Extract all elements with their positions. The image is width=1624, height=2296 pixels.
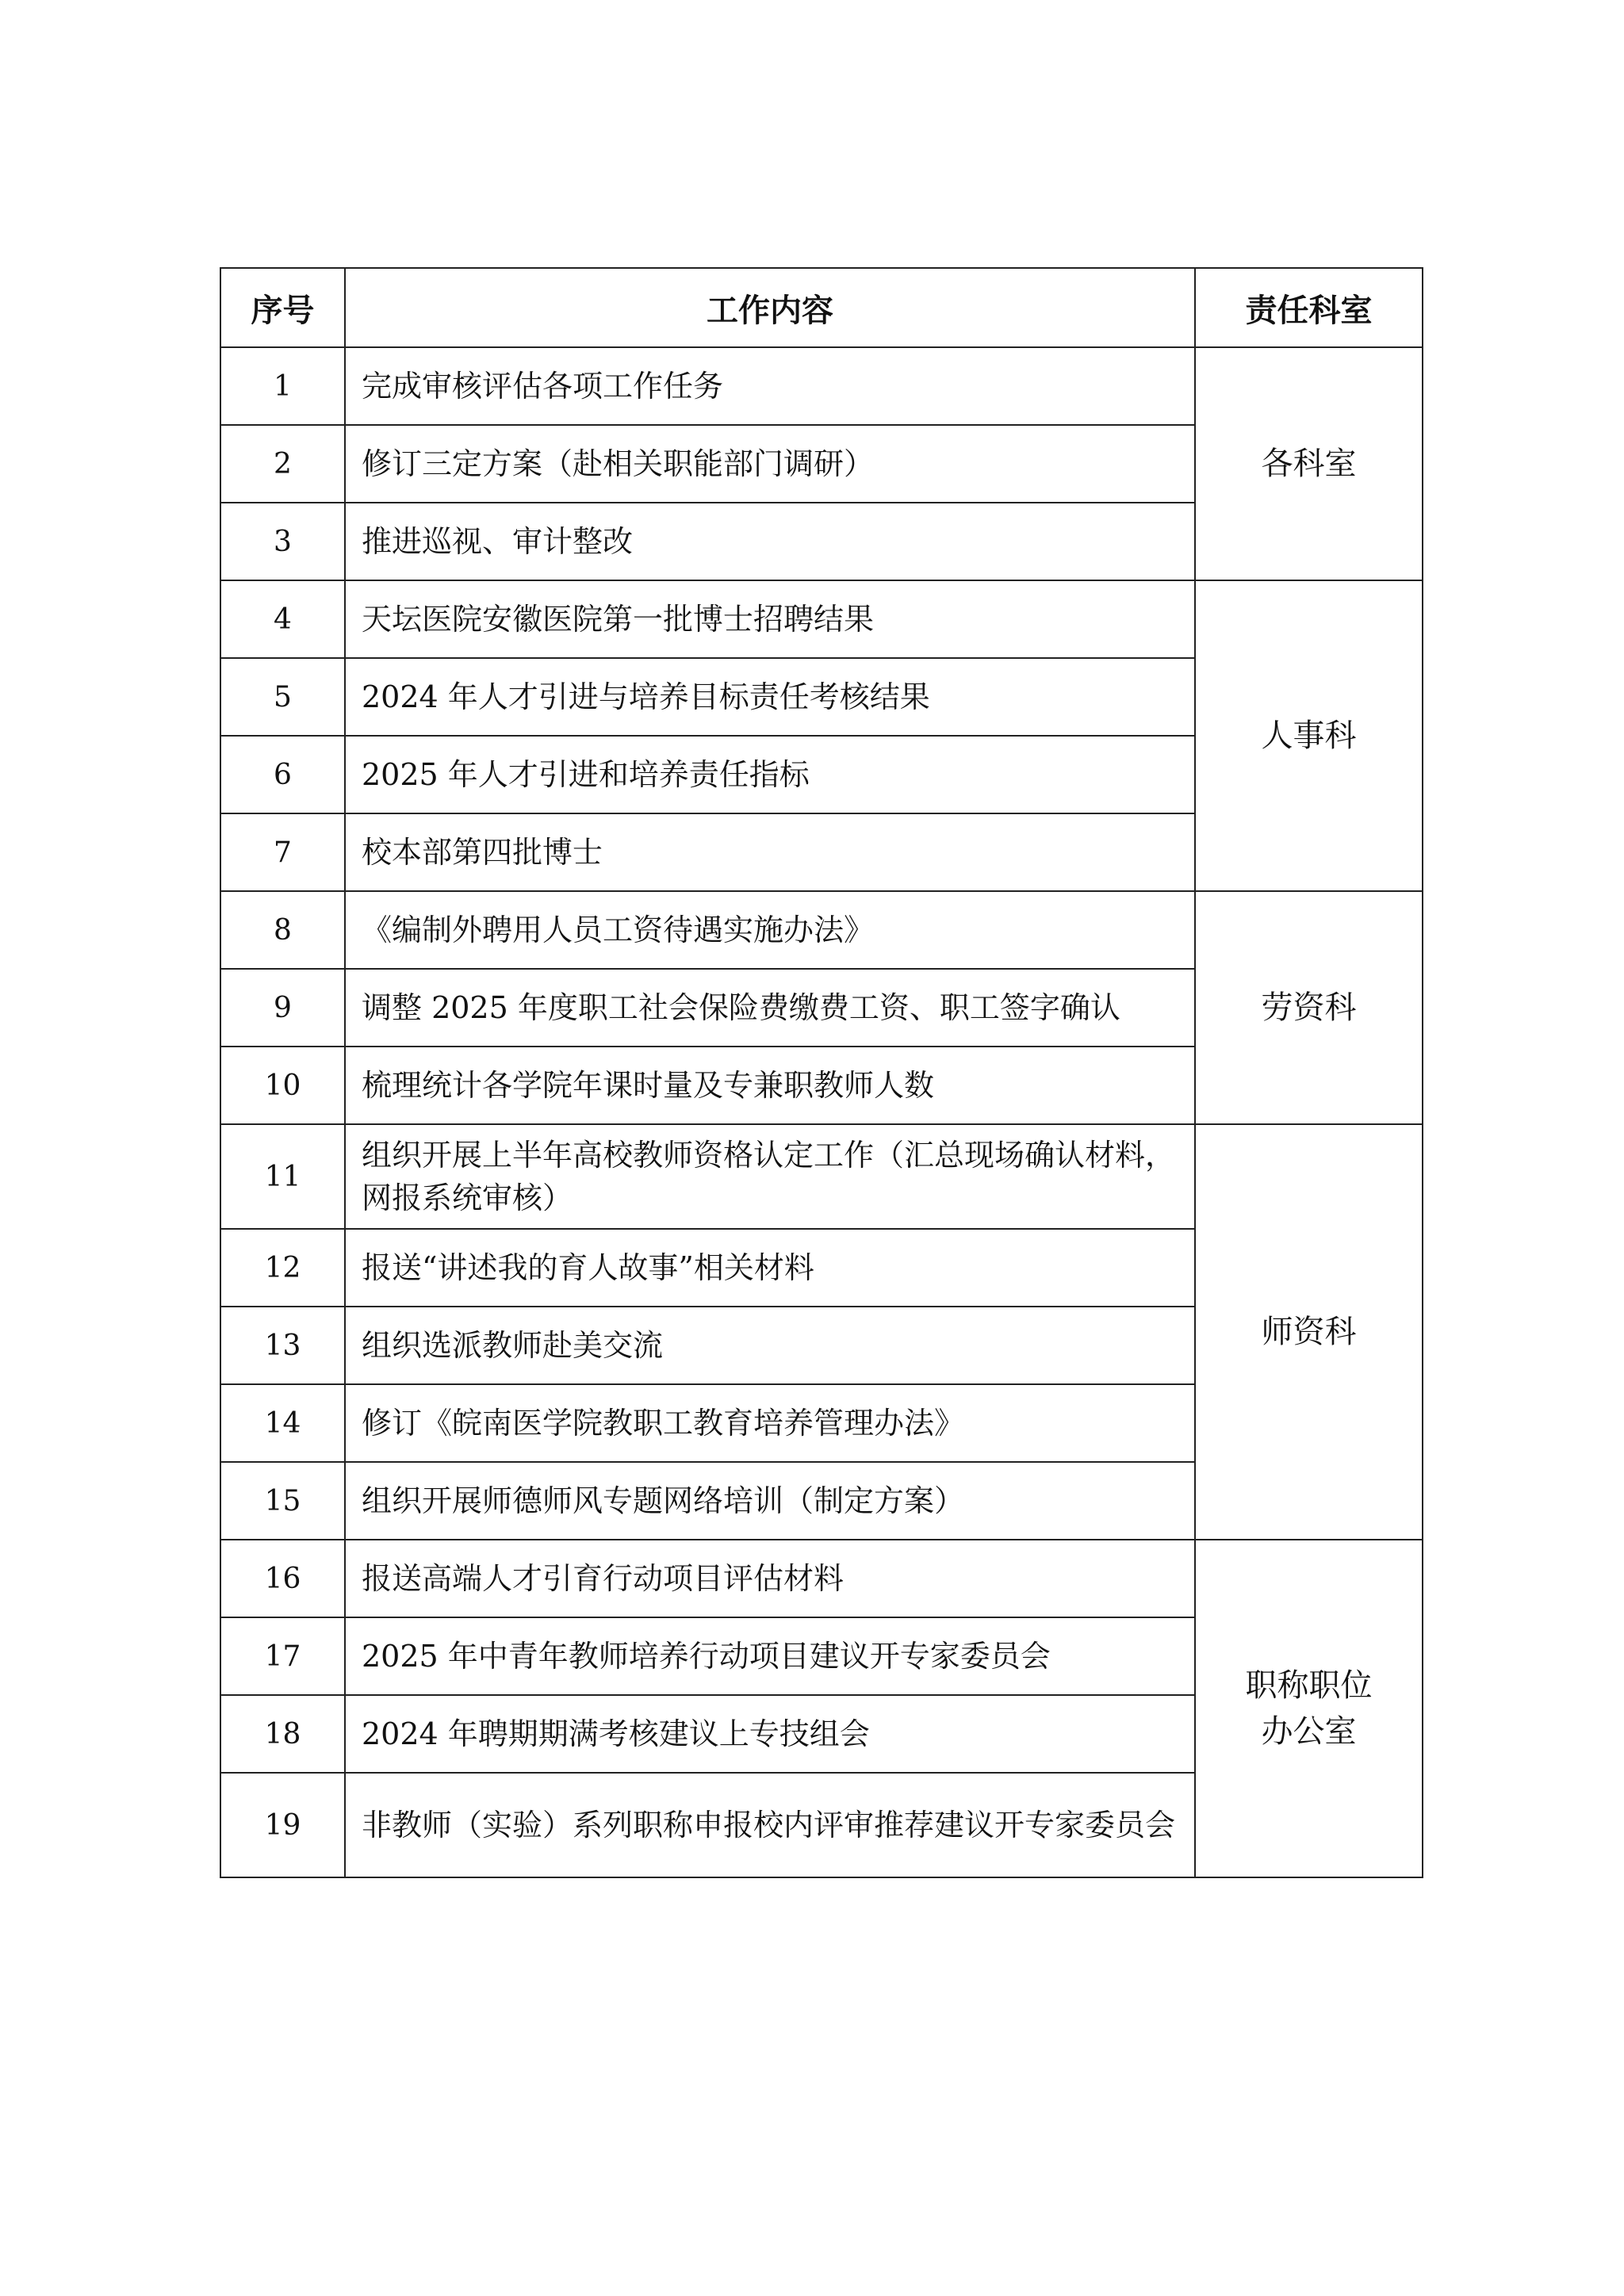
table-row xyxy=(220,347,1423,425)
row-number: 18 xyxy=(220,1695,345,1773)
row-number: 9 xyxy=(220,969,345,1047)
row-number: 10 xyxy=(220,1047,345,1124)
row-number: 6 xyxy=(220,736,345,813)
table-row xyxy=(220,580,1423,658)
department-cell xyxy=(1195,580,1423,891)
header-department: 责任科室 xyxy=(1195,268,1423,347)
table-body xyxy=(220,347,1423,1877)
row-number: 11 xyxy=(220,1124,345,1229)
row-content: 修订《皖南医学院教职工教育培养管理办法》 xyxy=(345,1384,1195,1462)
row-number: 8 xyxy=(220,891,345,969)
row-content: 2024 年聘期期满考核建议上专技组会 xyxy=(345,1695,1195,1773)
row-number: 2 xyxy=(220,425,345,503)
row-content: 完成审核评估各项工作任务 xyxy=(345,347,1195,425)
row-number: 13 xyxy=(220,1307,345,1384)
table-row xyxy=(220,1124,1423,1229)
row-content: 组织开展师德师风专题网络培训（制定方案） xyxy=(345,1462,1195,1540)
row-number: 14 xyxy=(220,1384,345,1462)
table-row xyxy=(220,1540,1423,1617)
row-content: 梳理统计各学院年课时量及专兼职教师人数 xyxy=(345,1047,1195,1124)
department-label: 师资科 xyxy=(1261,1314,1357,1350)
work-task-table xyxy=(220,267,1423,1878)
row-content: 《编制外聘用人员工资待遇实施办法》 xyxy=(345,891,1195,969)
row-number: 1 xyxy=(220,347,345,425)
header-number: 序号 xyxy=(220,268,345,347)
row-number: 15 xyxy=(220,1462,345,1540)
header-row xyxy=(220,268,1423,347)
row-content: 修订三定方案（赴相关职能部门调研） xyxy=(345,425,1195,503)
department-label: 各科室 xyxy=(1261,446,1357,482)
row-content: 2024 年人才引进与培养目标责任考核结果 xyxy=(345,658,1195,736)
row-content: 2025 年中青年教师培养行动项目建议开专家委员会 xyxy=(345,1617,1195,1695)
row-content: 调整 2025 年度职工社会保险费缴费工资、职工签字确认 xyxy=(345,969,1195,1047)
row-number: 3 xyxy=(220,503,345,580)
table-row xyxy=(220,891,1423,969)
row-content: 报送“讲述我的育人故事”相关材料 xyxy=(345,1229,1195,1307)
row-content: 非教师（实验）系列职称申报校内评审推荐建议开专家委员会 xyxy=(345,1773,1195,1877)
department-cell xyxy=(1195,1124,1423,1540)
row-content: 校本部第四批博士 xyxy=(345,813,1195,891)
department-label: 人事科 xyxy=(1261,718,1357,754)
table-header xyxy=(220,268,1423,347)
header-content: 工作内容 xyxy=(345,268,1195,347)
row-number: 16 xyxy=(220,1540,345,1617)
row-content: 组织开展上半年高校教师资格认定工作（汇总现场确认材料，网报系统审核） xyxy=(345,1124,1195,1229)
department-cell xyxy=(1195,891,1423,1124)
row-content: 报送高端人才引育行动项目评估材料 xyxy=(345,1540,1195,1617)
department-label-line-1: 职称职位 xyxy=(1245,1667,1373,1704)
department-label-line-2: 办公室 xyxy=(1261,1713,1357,1750)
row-content: 天坛医院安徽医院第一批博士招聘结果 xyxy=(345,580,1195,658)
department-cell xyxy=(1195,347,1423,580)
row-content: 组织选派教师赴美交流 xyxy=(345,1307,1195,1384)
row-number: 7 xyxy=(220,813,345,891)
row-content: 推进巡视、审计整改 xyxy=(345,503,1195,580)
department-label: 劳资科 xyxy=(1261,989,1357,1026)
department-cell xyxy=(1195,1540,1423,1877)
row-content: 2025 年人才引进和培养责任指标 xyxy=(345,736,1195,813)
row-number: 17 xyxy=(220,1617,345,1695)
row-number: 5 xyxy=(220,658,345,736)
row-number: 12 xyxy=(220,1229,345,1307)
row-number: 19 xyxy=(220,1773,345,1877)
row-number: 4 xyxy=(220,580,345,658)
